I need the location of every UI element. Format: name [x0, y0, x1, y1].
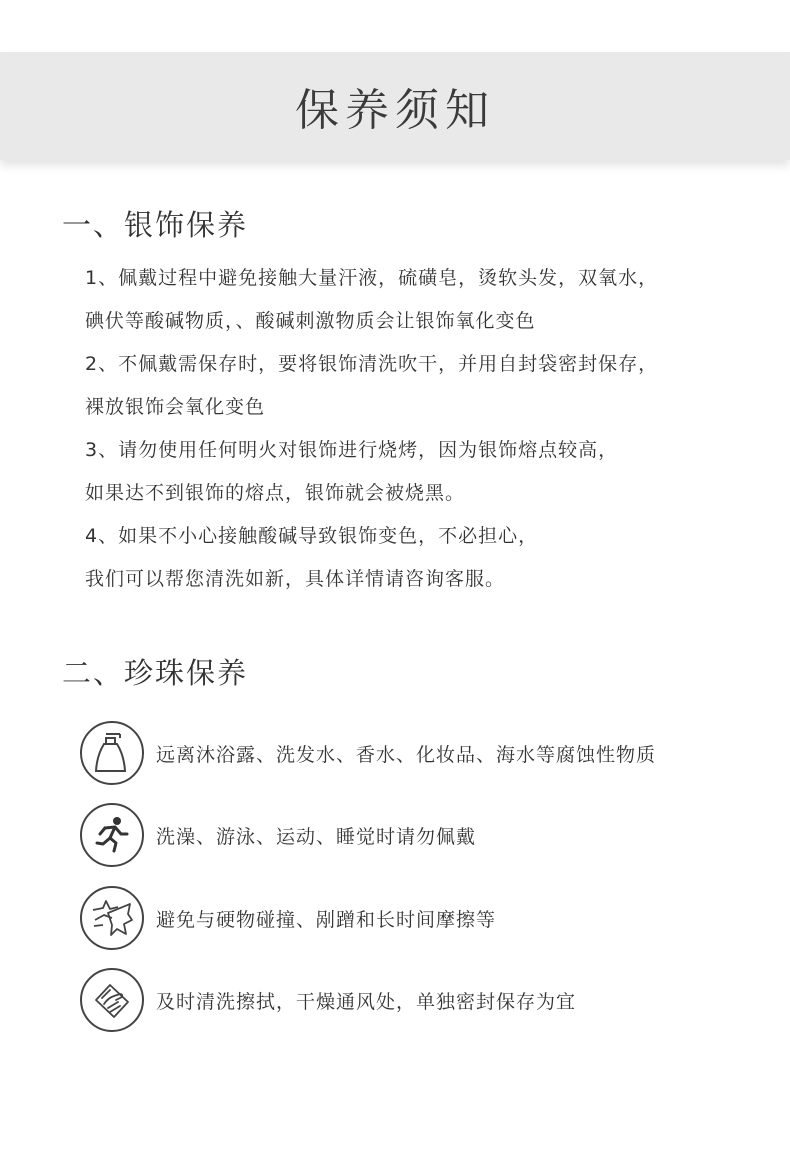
running-person-icon: [80, 803, 144, 867]
pearl-care-item: [80, 885, 496, 951]
silver-care-text: [85, 257, 745, 601]
pearl-care-item: [80, 720, 656, 786]
page-title: 保养须知: [295, 85, 495, 136]
wiping-hand-icon: [80, 968, 144, 1032]
care-item-text: 及时清洗擦拭，干燥通风处，单独密封保存为宜: [156, 990, 577, 1013]
text-line: 碘伏等酸碱物质，、酸碱刺激物质会让银饰氧化变色: [85, 310, 536, 332]
care-item-text: 避免与硬物碰撞、剐蹭和长时间摩擦等: [156, 908, 497, 931]
text-line: 裸放银饰会氧化变色: [85, 396, 266, 418]
header-banner: [0, 52, 790, 160]
text-line: 4、如果不小心接触酸碱导致银饰变色，不必担心，: [85, 525, 539, 547]
section-title-pearl: 二、珍珠保养: [62, 656, 249, 690]
text-line: 我们可以帮您清洗如新，具体详情请咨询客服。: [85, 568, 506, 590]
text-line: 2、不佩戴需保存时，要将银饰清洗吹干，并用自封袋密封保存，: [85, 353, 659, 375]
pearl-care-item: [80, 967, 576, 1033]
lotion-bottle-icon: [80, 721, 144, 785]
section-title-silver: 一、银饰保养: [62, 208, 249, 242]
care-item-text: 洗澡、游泳、运动、睡觉时请勿佩戴: [156, 825, 477, 848]
pearl-care-item: [80, 802, 476, 868]
text-line: 如果达不到银饰的熔点，银饰就会被烧黑。: [85, 482, 466, 504]
impact-icon: [80, 886, 144, 950]
text-line: 3、请勿使用任何明火对银饰进行烧烤，因为银饰熔点较高，: [85, 439, 619, 461]
text-line: 1、佩戴过程中避免接触大量汗液，硫磺皂，烫软头发，双氧水，: [85, 267, 659, 289]
care-item-text: 远离沐浴露、洗发水、香水、化妆品、海水等腐蚀性物质: [156, 743, 657, 766]
